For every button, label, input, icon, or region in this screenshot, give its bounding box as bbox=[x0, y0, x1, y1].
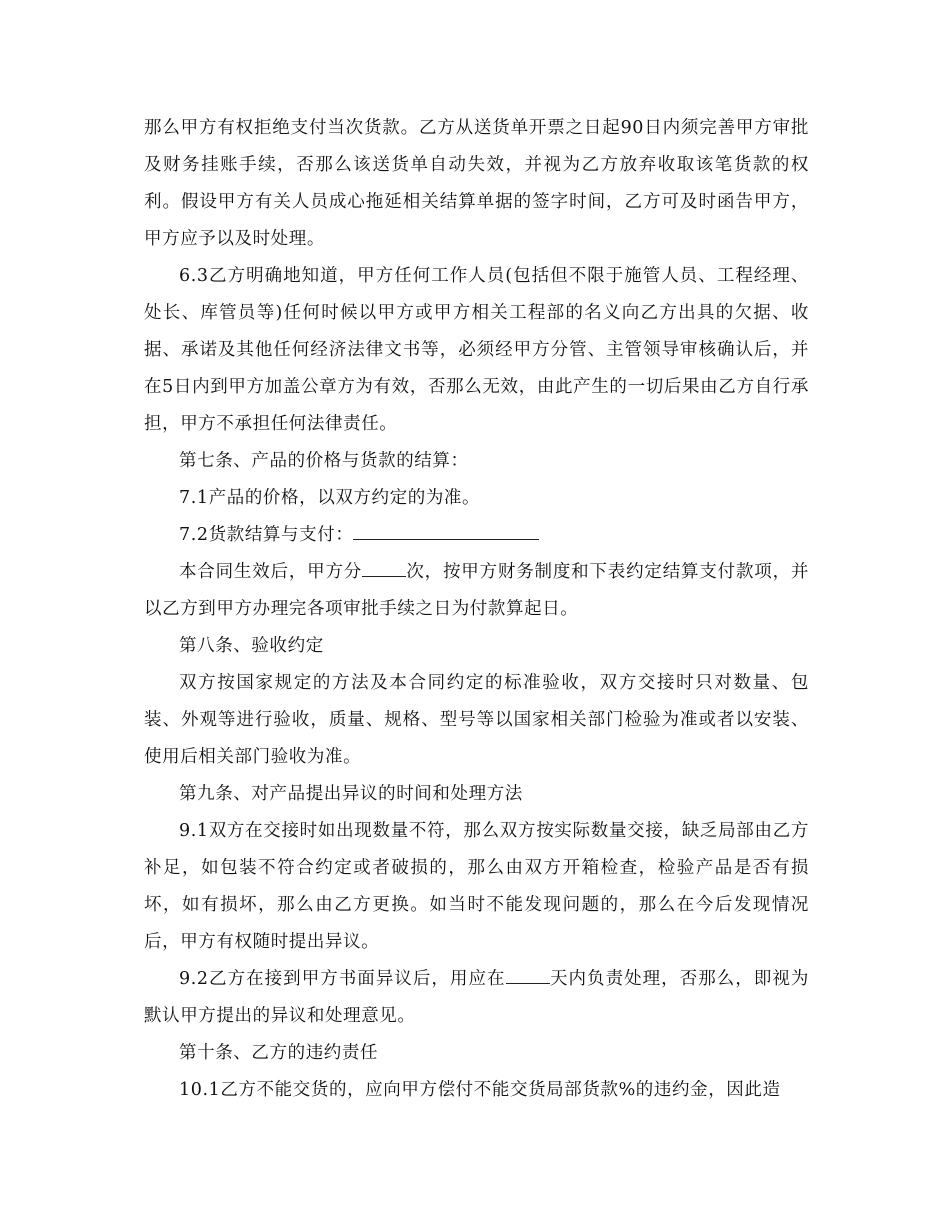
paragraph-6-3: 6.3乙方明确地知道，甲方任何工作人员(包括但不限于施管人员、工程经理、处长、库管员等)任何时候以甲方或甲方相关工程部的名义向乙方出具的欠据、收据、承诺及其他任何经济法律文书等，必须经甲方分管、主管领导审核确认后，并在5日内到甲方加盖公章方为有效，否那么无效，由此产生的一切后果由乙方自行承担，甲方不承担任何法律责任。 bbox=[144, 266, 809, 434]
paragraph-payment-rules: 那么甲方有权拒绝支付当次货款。乙方从送货单开票之日起90日内须完善甲方审批及财务挂账手续，否那么该送货单自动失效，并视为乙方放弃收取该笔货款的权利。假设甲方有关人员成心拖延相关结算单据的签字时间，乙方可及时函告甲方，甲方应予以及时处理。 bbox=[144, 118, 809, 249]
contract-body bbox=[144, 110, 809, 1109]
paragraph-7-1: 7.1产品的价格，以双方约定的为准。 bbox=[179, 488, 481, 508]
heading-article-8: 第八条、验收约定 bbox=[179, 636, 324, 656]
paragraph-7-2-label: 7.2货款结算与支付： bbox=[179, 525, 354, 545]
paragraph-installments-before: 本合同生效后，甲方分 bbox=[179, 562, 363, 582]
blank-installment-count bbox=[362, 554, 406, 577]
paragraph-9-2 bbox=[144, 961, 809, 1035]
paragraph-9-2-after: 天内负责处理，否那么，即视为默认甲方提出的异议和处理意见。 bbox=[144, 969, 809, 1026]
heading-article-10: 第十条、乙方的违约责任 bbox=[179, 1043, 379, 1063]
paragraph-7-2 bbox=[144, 517, 809, 554]
heading-article-9: 第九条、对产品提出异议的时间和处理方法 bbox=[179, 784, 523, 804]
blank-payment-method bbox=[353, 517, 539, 540]
blank-days bbox=[506, 961, 550, 984]
paragraph-10-1: 10.1乙方不能交货的，应向甲方偿付不能交货局部货款%的违约金，因此造 bbox=[179, 1080, 781, 1100]
paragraph-acceptance: 双方按国家规定的方法及本合同约定的标准验收，双方交接时只对数量、包装、外观等进行验收，质量、规格、型号等以国家相关部门检验为准或者以安装、使用后相关部门验收为准。 bbox=[144, 673, 809, 767]
paragraph-9-2-before: 9.2乙方在接到甲方书面异议后，用应在 bbox=[179, 969, 506, 989]
paragraph-installments-after: 次，按甲方财务制度和下表约定结算支付款项，并以乙方到甲方办理完各项审批手续之日为付款算起日。 bbox=[144, 562, 809, 619]
paragraph-installments bbox=[144, 554, 809, 628]
paragraph-9-1: 9.1双方在交接时如出现数量不符，那么双方按实际数量交接，缺乏局部由乙方补足，如包装不符合约定或者破损的，那么由双方开箱检查，检验产品是否有损坏，如有损坏，那么由乙方更换。如当时不能发现问题的，那么在今后发现情况后，甲方有权随时提出异议。 bbox=[144, 821, 809, 952]
heading-article-7: 第七条、产品的价格与货款的结算： bbox=[179, 451, 469, 471]
